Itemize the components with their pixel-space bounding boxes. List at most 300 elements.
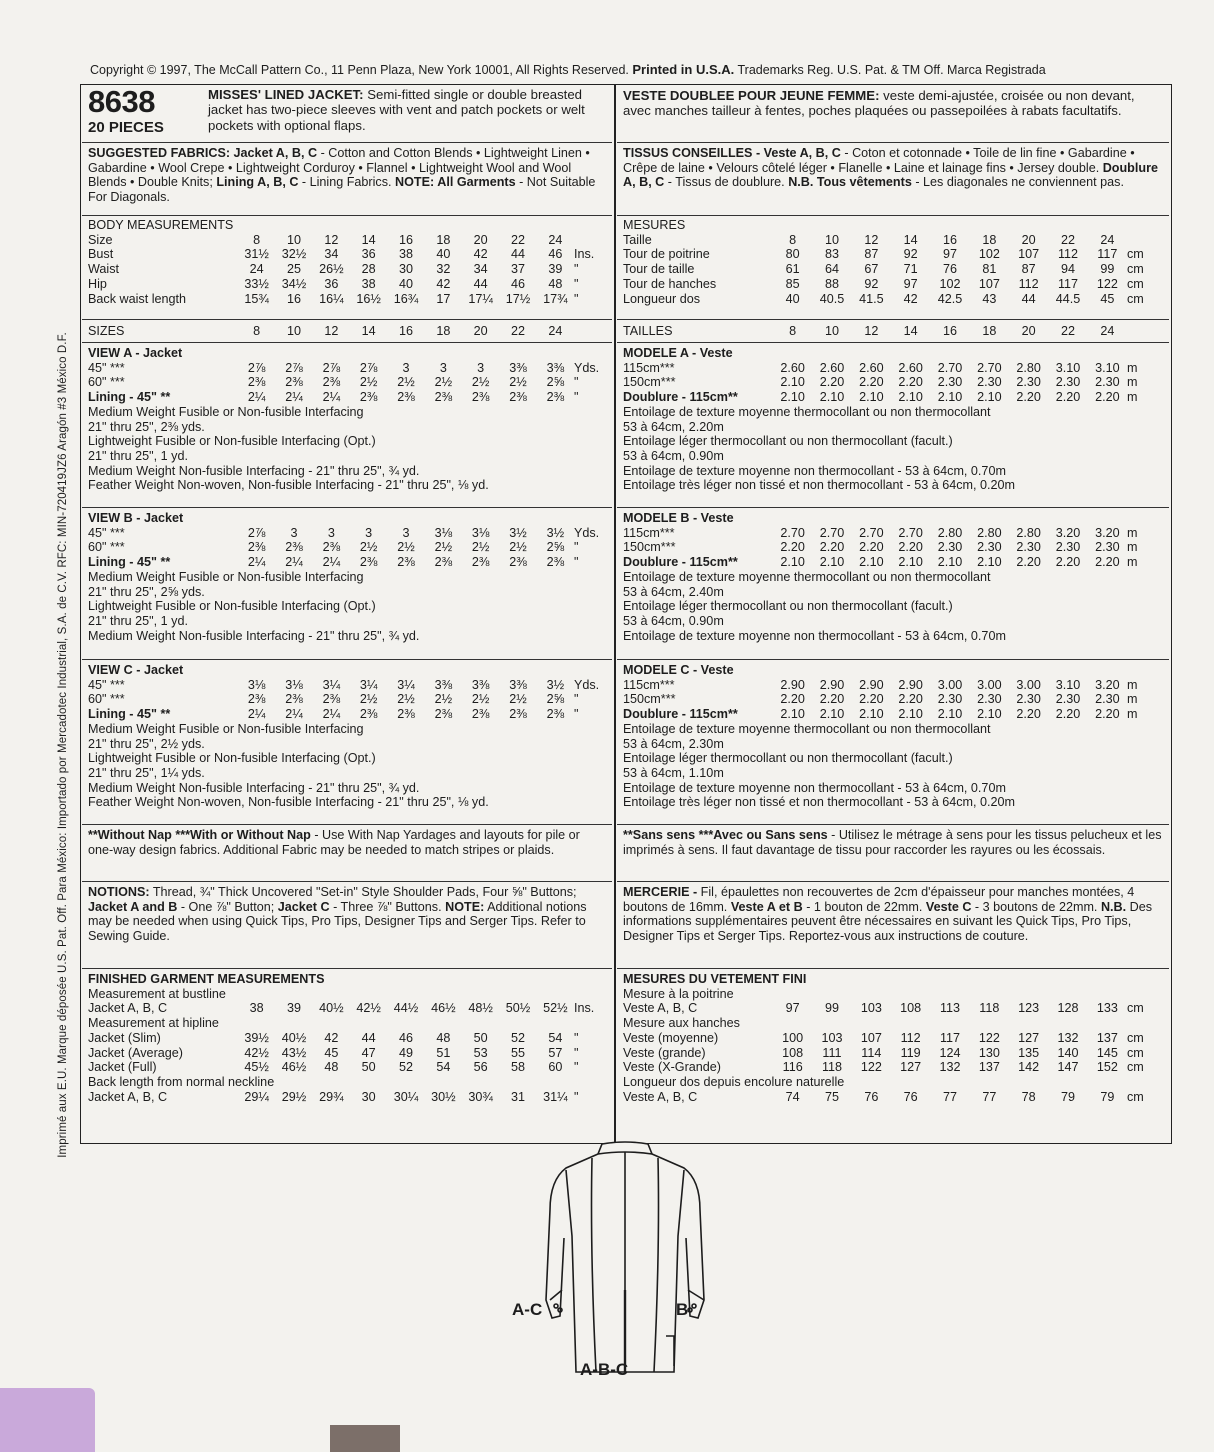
cell-value: 3.00 [977, 677, 1002, 692]
printed-text: Printed in U.S.A. [632, 62, 735, 77]
cell-value: 122 [1096, 276, 1118, 291]
purple-scrap [0, 1388, 95, 1452]
cell-value: 60 [548, 1060, 563, 1075]
cell-value: 2½ [359, 375, 378, 390]
cell-value: 137 [978, 1060, 1000, 1075]
row-label: 60" *** [88, 375, 125, 390]
modele-b-table [617, 508, 1169, 643]
cell-value: 48 [436, 1030, 451, 1045]
cell-value: 2⅞ [247, 360, 266, 375]
cell-value: 47 [361, 1045, 376, 1060]
cell-value: 87 [864, 247, 879, 262]
cell-value: 128 [1057, 1001, 1079, 1016]
cell-value: 2.10 [780, 707, 805, 722]
cell-value: 2⅞ [247, 525, 266, 540]
suggested-fabrics [82, 142, 612, 215]
yardage-row [623, 692, 1163, 707]
cell-value: 2.10 [859, 555, 884, 570]
cell-value: 74 [785, 1089, 800, 1104]
cell-value: 3¼ [397, 677, 415, 692]
cell-value: 2.20 [898, 692, 923, 707]
cell-value: 14 [361, 232, 376, 247]
row-label: Tour de taille [623, 262, 695, 277]
row-label: Lining - 45" ** [88, 555, 171, 570]
mercerie-text [617, 882, 1169, 944]
cell-value: 18 [436, 232, 451, 247]
finished-row [88, 1001, 606, 1016]
cell-value: 119 [900, 1045, 921, 1060]
cell-value: 2⅜ [434, 707, 453, 722]
size-value: 18 [982, 324, 997, 338]
cell-value: 29¾ [319, 1089, 344, 1104]
cell-value: 2⅜ [546, 555, 565, 570]
row-unit: cm [1126, 291, 1144, 306]
view-b-table [82, 508, 612, 643]
cell-value: 16 [398, 232, 413, 247]
french-header [617, 85, 1169, 141]
cell-value: 2.30 [1055, 375, 1081, 390]
cell-value: 40 [785, 291, 800, 306]
interfacing-note: Lightweight Fusible or Non-fusible Interfacing (Opt.) [88, 599, 376, 614]
row-label: Veste (moyenne) [623, 1030, 719, 1045]
view-label-abc: A-B-C [580, 1360, 629, 1379]
cell-value: 2⅜ [397, 707, 415, 722]
sens-note-text [617, 825, 1169, 857]
cell-value: 2¼ [322, 707, 341, 722]
interfacing-note: Entoilage de texture moyenne non thermocollant - 53 à 64cm, 0.70m [623, 780, 1006, 795]
body-row [623, 277, 1163, 292]
yardage-row [623, 707, 1163, 722]
cell-value: 2½ [471, 540, 490, 555]
cell-value: 2.30 [1016, 692, 1041, 707]
fabrics-paragraph [623, 146, 1163, 190]
cell-value: 2.20 [1055, 707, 1081, 722]
cell-value: 112 [1018, 276, 1039, 291]
row-label: Jacket A, B, C [88, 1001, 168, 1016]
cell-value: 2½ [359, 692, 378, 707]
cell-value: 56 [473, 1060, 488, 1075]
cell-value: 22 [510, 232, 525, 247]
finished-row [88, 1090, 606, 1105]
cell-value: 97 [942, 247, 957, 262]
cell-value: 2.10 [819, 707, 845, 722]
cell-value: 3 [439, 360, 447, 375]
cell-value: 2.30 [1016, 540, 1041, 555]
view-label-ac: A-C [512, 1300, 543, 1319]
cell-value: 39 [548, 262, 563, 277]
row-unit: m [1126, 692, 1138, 707]
pattern-description [208, 87, 608, 133]
body-row [88, 233, 606, 248]
cell-value: 25 [286, 262, 301, 277]
cell-value: 3¼ [359, 677, 378, 692]
fabrics-fabrics-a: Jacket A, B, C [233, 146, 318, 160]
cell-value: 41.5 [859, 291, 884, 306]
notions-notions-note: N.B. [1100, 899, 1127, 914]
cell-value: 2.60 [898, 360, 923, 375]
cell-value: 2.20 [859, 375, 884, 390]
cell-value: 2.30 [1055, 540, 1081, 555]
size-value: 10 [824, 324, 839, 338]
cell-value: 2.30 [1055, 692, 1081, 707]
cell-value: 103 [860, 1001, 882, 1016]
cell-value: 2⅜ [397, 555, 415, 570]
body-row [623, 233, 1163, 248]
yardage-row [623, 375, 1163, 390]
row-label: Doublure - 115cm** [623, 390, 738, 405]
cell-value: 45 [324, 1045, 339, 1060]
cell-value: 3¼ [322, 677, 341, 692]
cell-value: 32 [436, 262, 451, 277]
cell-value: 2⅜ [285, 692, 303, 707]
cell-value: 2.70 [977, 360, 1002, 375]
cell-value: 40 [436, 247, 451, 262]
description-title: MISSES' LINED JACKET: [208, 87, 364, 102]
cell-value: 147 [1057, 1060, 1079, 1075]
row-unit: m [1126, 707, 1138, 722]
row-label: Veste A, B, C [623, 1089, 698, 1104]
finished-measurements [82, 968, 612, 1141]
mercerie [617, 881, 1169, 968]
fabrics-paragraph [88, 146, 606, 205]
cell-value: 54 [548, 1030, 563, 1045]
cell-value: 2½ [471, 375, 490, 390]
view-c-table [82, 660, 612, 810]
sizes-label: TAILLES [623, 324, 673, 338]
cell-value: 2½ [397, 540, 415, 555]
cell-value: 36 [324, 276, 339, 291]
row-unit: m [1126, 360, 1138, 375]
sizes-row [82, 319, 612, 342]
cell-value: 53 [473, 1045, 488, 1060]
notions-notions-4: Des informations supplémentaires peuvent être nécessaires en suivant les Quick Tips, Pro Tips, Designer Tips et Serger Tips. Reportez-vous aux instructions de couture. [623, 899, 1153, 944]
cell-value: 44½ [393, 1001, 419, 1016]
finished-row [623, 1046, 1163, 1061]
row-label: Veste (grande) [623, 1045, 706, 1060]
cell-value: 17½ [505, 291, 531, 306]
mesures-table [617, 216, 1169, 306]
finished-heading: Back length from normal neckline [88, 1074, 275, 1089]
row-label: 115cm*** [623, 360, 675, 375]
cell-value: 2.10 [977, 555, 1002, 570]
interfacing-note: 53 à 64cm, 2.20m [623, 419, 724, 434]
size-value: 20 [473, 324, 488, 338]
interfacing-note: Medium Weight Non-fusible Interfacing - 21" thru 25", ¾ yd. [88, 780, 420, 795]
cell-value: 16 [286, 291, 301, 306]
size-value: 14 [903, 324, 918, 338]
cell-value: 2.20 [1016, 707, 1041, 722]
row-unit: " [573, 707, 579, 722]
cell-value: 2.90 [898, 677, 923, 692]
cell-value: 34 [324, 247, 339, 262]
interfacing-note: 21" thru 25", 1 yd. [88, 613, 188, 628]
size-value: 16 [398, 324, 413, 338]
row-unit: " [573, 1089, 579, 1104]
row-unit: Ins. [573, 247, 595, 262]
cell-value: 2.30 [937, 692, 963, 707]
notions-notions-note: NOTE: [445, 899, 485, 914]
body-row [88, 262, 606, 277]
row-label: Waist [88, 262, 120, 277]
body-row [88, 277, 606, 292]
cell-value: 16 [942, 232, 957, 247]
fabrics-note: - Les diagonales ne conviennent pas. [915, 175, 1124, 190]
cell-value: 2.10 [859, 390, 884, 405]
row-unit: cm [1126, 247, 1144, 262]
row-unit: m [1126, 390, 1138, 405]
view-title: MODELE B - Veste [623, 511, 734, 525]
cell-value: 42 [473, 247, 488, 262]
cell-value: 3⅜ [509, 677, 527, 692]
notions-notions-c: Jacket C [277, 899, 330, 914]
fabrics-note-title: N.B. Tous vêtements [788, 175, 912, 190]
cell-value: 38 [249, 1001, 264, 1016]
size-value: 8 [253, 324, 261, 338]
row-label: Tour de hanches [623, 276, 717, 291]
cell-value: 3 [290, 525, 298, 540]
cell-value: 17 [436, 291, 451, 306]
cell-value: 108 [900, 1001, 922, 1016]
cell-value: 2.70 [937, 360, 963, 375]
cell-value: 22 [1060, 232, 1075, 247]
yardage-row [88, 692, 606, 707]
cell-value: 34½ [281, 276, 307, 291]
yardage-row [623, 526, 1163, 541]
cell-value: 2.20 [780, 692, 805, 707]
cell-value: 117 [939, 1030, 961, 1045]
cell-value: 29¼ [244, 1089, 269, 1104]
cell-value: 44 [361, 1030, 376, 1045]
finished-heading: Mesure aux hanches [623, 1016, 740, 1031]
finished-row [623, 1001, 1163, 1016]
cell-value: 2.80 [977, 525, 1002, 540]
row-label: 150cm*** [623, 692, 676, 707]
row-label: Bust [88, 247, 114, 262]
row-unit: " [573, 692, 579, 707]
view-title: MODELE A - Veste [623, 346, 733, 360]
cell-value: 54 [436, 1060, 451, 1075]
interfacing-note: 53 à 64cm, 0.90m [623, 613, 724, 628]
cell-value: 17¼ [468, 291, 493, 306]
cell-value: 2⅝ [546, 692, 565, 707]
interfacing-note: Entoilage léger thermocollant ou non thermocollant (facult.) [623, 434, 953, 449]
copyright-text: Copyright © 1997, The McCall Pattern Co., 11 Penn Plaza, New York 10001, All Rights Reserved. [90, 63, 629, 77]
sizes-grid [623, 324, 1163, 339]
cell-value: 42 [903, 291, 918, 306]
cell-value: 2.20 [1095, 555, 1120, 570]
cell-value: 46 [548, 247, 563, 262]
cell-value: 2.10 [819, 555, 845, 570]
cell-value: 94 [1060, 262, 1075, 277]
row-label: Back waist length [88, 291, 187, 306]
cell-value: 2.10 [977, 707, 1002, 722]
cell-value: 137 [1096, 1030, 1118, 1045]
cell-value: 2.30 [977, 540, 1002, 555]
cell-value: 2¼ [285, 390, 303, 405]
body-row [623, 262, 1163, 277]
jacket-back-illustration [480, 1140, 770, 1390]
interfacing-note: Entoilage de texture moyenne thermocollant ou non thermocollant [623, 721, 991, 736]
cell-value: 31 [510, 1089, 525, 1104]
view-title: VIEW C - Jacket [88, 663, 184, 677]
row-unit: " [573, 1030, 579, 1045]
row-label: Longueur dos [623, 291, 701, 306]
interfacing-note: Feather Weight Non-woven, Non-fusible Interfacing - 21" thru 25", ⅛ yd. [88, 795, 489, 810]
cell-value: 116 [782, 1060, 803, 1075]
notions-notions-ab: Veste A et B [730, 899, 803, 914]
cell-value: 122 [978, 1030, 1000, 1045]
fabrics-fabrics-title: SUGGESTED FABRICS: [88, 146, 231, 160]
jacket-back-drawing [480, 1140, 770, 1390]
body-measurements [82, 215, 612, 319]
view-label-b: B [676, 1300, 689, 1319]
modele-a-table [617, 343, 1169, 493]
french-description-text: veste demi-ajustée, croisée ou non devant, avec manches tailleur à fentes, poches plaquées ou passepoilées à rabats facultatifs. [623, 88, 1135, 119]
cell-value: 12 [324, 232, 339, 247]
nap-title: **Sans sens ***Avec ou Sans sens [623, 828, 828, 842]
cell-value: 40 [398, 276, 413, 291]
notions-notions-2: - One ⅞" Button; [180, 899, 275, 914]
cell-value: 100 [782, 1030, 804, 1045]
cell-value: 43½ [281, 1045, 307, 1060]
cell-value: 2.30 [937, 540, 963, 555]
cell-value: 118 [979, 1001, 1000, 1016]
size-value: 12 [324, 324, 339, 338]
notions [82, 881, 612, 968]
interfacing-note: Medium Weight Fusible or Non-fusible Interfacing [88, 404, 364, 419]
cell-value: 2.30 [977, 375, 1002, 390]
cell-value: 76 [864, 1089, 879, 1104]
body-row [88, 292, 606, 307]
interfacing-note: 21" thru 25", 2½ yds. [88, 736, 205, 751]
row-unit: " [573, 291, 579, 306]
yardage-row [623, 361, 1163, 376]
cell-value: 107 [860, 1030, 882, 1045]
cell-value: 2.90 [859, 677, 884, 692]
interfacing-note: Medium Weight Fusible or Non-fusible Interfacing [88, 569, 364, 584]
size-value: 24 [548, 324, 563, 338]
row-unit: " [573, 390, 579, 405]
cell-value: 2⅜ [359, 555, 378, 570]
cell-value: 71 [903, 262, 918, 277]
cell-value: 2½ [509, 375, 527, 390]
cell-value: 2.20 [1055, 390, 1081, 405]
pattern-header [82, 85, 612, 141]
cell-value: 92 [864, 276, 879, 291]
cell-value: 2½ [434, 692, 453, 707]
vertical-import-note [52, 130, 74, 1360]
cell-value: 2⅝ [546, 540, 565, 555]
english-column [82, 85, 612, 1141]
cell-value: 102 [939, 276, 961, 291]
cell-value: 133 [1096, 1001, 1118, 1016]
nap-note [82, 824, 612, 881]
cell-value: 2.70 [859, 525, 884, 540]
cell-value: 2⅜ [359, 707, 378, 722]
pieces-count: 20 PIECES [88, 119, 164, 136]
cell-value: 142 [1018, 1060, 1040, 1075]
cell-value: 3⅛ [471, 525, 490, 540]
copyright-line [90, 62, 1170, 77]
cell-value: 2.20 [898, 540, 923, 555]
interfacing-note: Medium Weight Fusible or Non-fusible Interfacing [88, 721, 364, 736]
cell-value: 130 [978, 1045, 1000, 1060]
cell-value: 2.30 [977, 692, 1002, 707]
cell-value: 46 [398, 1030, 413, 1045]
cell-value: 29½ [281, 1089, 307, 1104]
interfacing-note: Entoilage de texture moyenne non thermocollant - 53 à 64cm, 0.70m [623, 463, 1006, 478]
yardage-row [88, 540, 606, 555]
cell-value: 81 [982, 262, 997, 277]
cell-value: 58 [510, 1060, 525, 1075]
nap-title: **Without Nap ***With or Without Nap [88, 828, 311, 842]
row-unit: m [1126, 555, 1138, 570]
interfacing-note: 21" thru 25", 2⅝ yds. [88, 584, 205, 599]
cell-value: 87 [1021, 262, 1036, 277]
mesures-vetement-fini-table [617, 969, 1169, 1104]
cell-value: 97 [785, 1001, 800, 1016]
row-unit: cm [1126, 276, 1144, 291]
interfacing-note: Entoilage de texture moyenne thermocollant ou non thermocollant [623, 404, 991, 419]
row-unit: m [1126, 525, 1138, 540]
interfacing-note: 53 à 64cm, 2.30m [623, 736, 724, 751]
cell-value: 50 [473, 1030, 488, 1045]
cell-value: 2⅜ [509, 390, 527, 405]
cell-value: 52 [398, 1060, 413, 1075]
row-label: Jacket (Slim) [88, 1030, 161, 1045]
finished-title: FINISHED GARMENT MEASUREMENTS [88, 972, 325, 986]
cell-value: 2.20 [1055, 555, 1081, 570]
cell-value: 38 [398, 247, 413, 262]
row-label: Size [88, 232, 113, 247]
interfacing-note: 21" thru 25", 1¼ yds. [88, 765, 205, 780]
row-label: Lining - 45" ** [88, 390, 171, 405]
cell-value: 2.60 [780, 360, 805, 375]
cell-value: 2.10 [977, 390, 1002, 405]
cell-value: 36 [361, 247, 376, 262]
cell-value: 40.5 [819, 291, 845, 306]
cell-value: 3.10 [1055, 677, 1081, 692]
cell-value: 2⅜ [322, 375, 341, 390]
row-unit: m [1126, 540, 1138, 555]
size-value: 12 [864, 324, 879, 338]
nap-text: - Use With Nap Yardages and layouts for pile or one-way design fabrics. Additional Fabric may be needed to match stripes or plaids. [88, 828, 580, 857]
notions-notions-3: - 3 boutons de 22mm. [974, 899, 1098, 914]
cell-value: 2.10 [898, 707, 923, 722]
cell-value: 44 [473, 276, 488, 291]
finished-row [623, 1060, 1163, 1075]
cell-value: 2⅞ [359, 360, 378, 375]
cell-value: 46½ [431, 1001, 456, 1016]
cell-value: 8 [789, 232, 797, 247]
size-value: 8 [789, 324, 797, 338]
cell-value: 12 [864, 232, 879, 247]
cell-value: 2⅜ [397, 390, 415, 405]
cell-value: 145 [1096, 1045, 1118, 1060]
view-title: MODELE C - Veste [623, 663, 734, 677]
cell-value: 2.20 [1016, 390, 1041, 405]
cell-value: 2½ [471, 692, 490, 707]
cell-value: 2.20 [819, 540, 845, 555]
row-label: 45" *** [88, 677, 125, 692]
cell-value: 132 [939, 1060, 961, 1075]
cell-value: 85 [785, 276, 800, 291]
cell-value: 2⅜ [322, 540, 341, 555]
finished-heading: Measurement at bustline [88, 986, 226, 1001]
row-unit: " [573, 1060, 579, 1075]
suggested-fabrics-text [82, 143, 612, 205]
yardage-row [88, 361, 606, 376]
